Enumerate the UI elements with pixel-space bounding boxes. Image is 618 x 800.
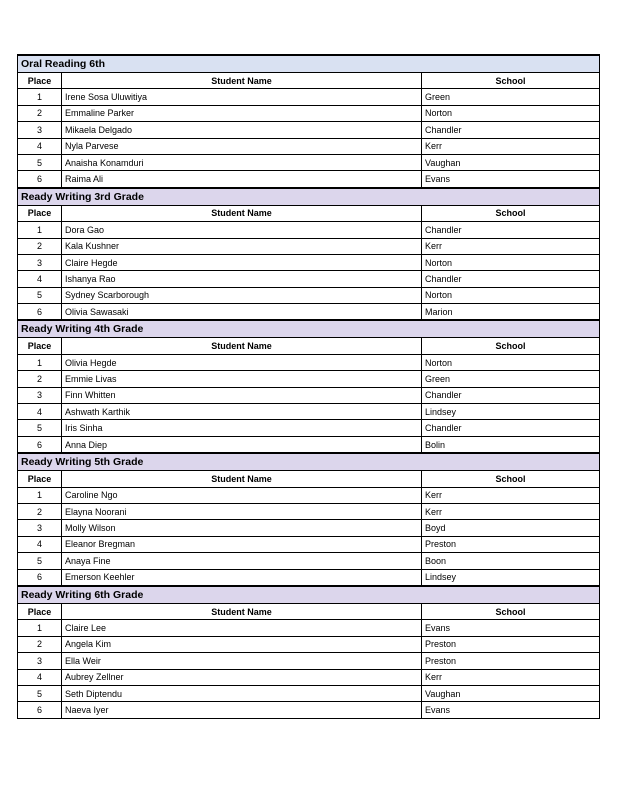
place-cell: 6 [18, 436, 62, 453]
column-header-row [18, 471, 600, 487]
place-cell: 3 [18, 653, 62, 669]
place-cell: 5 [18, 287, 62, 303]
school-cell: Chandler [422, 420, 600, 436]
place-cell: 6 [18, 702, 62, 718]
school-cell: Green [422, 89, 600, 105]
school-cell: Chandler [422, 271, 600, 287]
section-title: Ready Writing 3rd Grade [18, 188, 600, 206]
place-cell: 1 [18, 620, 62, 636]
student-name-cell: Emmie Livas [62, 371, 422, 387]
place-cell: 4 [18, 271, 62, 287]
place-cell: 2 [18, 636, 62, 652]
student-name-cell: Dora Gao [62, 222, 422, 238]
table-row [18, 304, 600, 321]
student-name-cell: Angela Kim [62, 636, 422, 652]
table-row [18, 436, 600, 453]
section-title-row [18, 453, 600, 471]
student-name-cell: Elayna Noorani [62, 503, 422, 519]
school-cell: Evans [422, 620, 600, 636]
school-cell: Preston [422, 653, 600, 669]
school-cell: Evans [422, 171, 600, 188]
place-cell: 4 [18, 669, 62, 685]
place-cell: 3 [18, 387, 62, 403]
section-title-row [18, 188, 600, 206]
school-cell: Kerr [422, 138, 600, 154]
school-column-header: School [422, 73, 600, 89]
column-header-row [18, 205, 600, 221]
section-title: Oral Reading 6th [18, 55, 600, 73]
place-cell: 6 [18, 304, 62, 321]
table-row [18, 271, 600, 287]
table-row [18, 536, 600, 552]
results-table-body [18, 55, 600, 718]
place-cell: 1 [18, 354, 62, 370]
section-title: Ready Writing 6th Grade [18, 586, 600, 604]
table-row [18, 89, 600, 105]
school-cell: Vaughan [422, 154, 600, 170]
school-cell: Boon [422, 553, 600, 569]
school-column-header: School [422, 338, 600, 354]
student-name-cell: Finn Whitten [62, 387, 422, 403]
column-header-row [18, 338, 600, 354]
table-row [18, 569, 600, 586]
table-row [18, 122, 600, 138]
school-cell: Bolin [422, 436, 600, 453]
table-row [18, 487, 600, 503]
student-name-cell: Olivia Sawasaki [62, 304, 422, 321]
student-name-cell: Olivia Hegde [62, 354, 422, 370]
place-cell: 5 [18, 685, 62, 701]
table-row [18, 636, 600, 652]
table-row [18, 254, 600, 270]
student-name-cell: Claire Hegde [62, 254, 422, 270]
place-cell: 6 [18, 171, 62, 188]
table-row [18, 287, 600, 303]
school-column-header: School [422, 603, 600, 619]
place-column-header: Place [18, 205, 62, 221]
school-cell: Green [422, 371, 600, 387]
table-row [18, 669, 600, 685]
place-column-header: Place [18, 603, 62, 619]
place-cell: 2 [18, 503, 62, 519]
student-name-column-header: Student Name [62, 73, 422, 89]
school-cell: Kerr [422, 669, 600, 685]
school-cell: Norton [422, 105, 600, 121]
school-cell: Kerr [422, 487, 600, 503]
table-row [18, 553, 600, 569]
school-cell: Lindsey [422, 569, 600, 586]
student-name-cell: Mikaela Delgado [62, 122, 422, 138]
table-row [18, 171, 600, 188]
table-row [18, 503, 600, 519]
school-cell: Boyd [422, 520, 600, 536]
table-row [18, 420, 600, 436]
school-cell: Preston [422, 536, 600, 552]
table-row [18, 387, 600, 403]
student-name-cell: Anaisha Konamduri [62, 154, 422, 170]
column-header-row [18, 73, 600, 89]
place-cell: 3 [18, 520, 62, 536]
table-row [18, 105, 600, 121]
student-name-cell: Aubrey Zellner [62, 669, 422, 685]
table-row [18, 702, 600, 718]
place-cell: 6 [18, 569, 62, 586]
school-cell: Norton [422, 254, 600, 270]
school-cell: Chandler [422, 222, 600, 238]
place-cell: 4 [18, 404, 62, 420]
student-name-cell: Raima Ali [62, 171, 422, 188]
table-row [18, 620, 600, 636]
section-title-row [18, 586, 600, 604]
table-row [18, 154, 600, 170]
student-name-cell: Seth Diptendu [62, 685, 422, 701]
school-cell: Evans [422, 702, 600, 718]
place-cell: 5 [18, 420, 62, 436]
student-name-column-header: Student Name [62, 205, 422, 221]
table-row [18, 354, 600, 370]
section-title-row [18, 320, 600, 338]
student-name-cell: Molly Wilson [62, 520, 422, 536]
school-cell: Vaughan [422, 685, 600, 701]
school-cell: Kerr [422, 238, 600, 254]
school-cell: Marion [422, 304, 600, 321]
student-name-cell: Anna Diep [62, 436, 422, 453]
student-name-cell: Iris Sinha [62, 420, 422, 436]
school-cell: Lindsey [422, 404, 600, 420]
school-cell: Chandler [422, 122, 600, 138]
section-title-row [18, 55, 600, 73]
school-cell: Norton [422, 354, 600, 370]
table-row [18, 685, 600, 701]
student-name-column-header: Student Name [62, 471, 422, 487]
table-row [18, 520, 600, 536]
table-row [18, 222, 600, 238]
student-name-cell: Naeva Iyer [62, 702, 422, 718]
place-cell: 2 [18, 371, 62, 387]
student-name-cell: Anaya Fine [62, 553, 422, 569]
student-name-cell: Ishanya Rao [62, 271, 422, 287]
place-cell: 4 [18, 536, 62, 552]
student-name-cell: Emerson Keehler [62, 569, 422, 586]
column-header-row [18, 603, 600, 619]
student-name-cell: Irene Sosa Uluwitiya [62, 89, 422, 105]
place-cell: 1 [18, 89, 62, 105]
student-name-cell: Claire Lee [62, 620, 422, 636]
school-cell: Kerr [422, 503, 600, 519]
student-name-column-header: Student Name [62, 603, 422, 619]
school-cell: Preston [422, 636, 600, 652]
results-table [17, 54, 600, 719]
table-row [18, 404, 600, 420]
student-name-cell: Ashwath Karthik [62, 404, 422, 420]
school-cell: Norton [422, 287, 600, 303]
student-name-cell: Emmaline Parker [62, 105, 422, 121]
school-column-header: School [422, 471, 600, 487]
section-title: Ready Writing 4th Grade [18, 320, 600, 338]
place-cell: 3 [18, 122, 62, 138]
student-name-cell: Kala Kushner [62, 238, 422, 254]
place-column-header: Place [18, 338, 62, 354]
table-row [18, 238, 600, 254]
student-name-cell: Nyla Parvese [62, 138, 422, 154]
place-cell: 2 [18, 238, 62, 254]
school-column-header: School [422, 205, 600, 221]
student-name-cell: Caroline Ngo [62, 487, 422, 503]
student-name-cell: Sydney Scarborough [62, 287, 422, 303]
student-name-cell: Eleanor Bregman [62, 536, 422, 552]
student-name-column-header: Student Name [62, 338, 422, 354]
place-cell: 5 [18, 553, 62, 569]
place-cell: 3 [18, 254, 62, 270]
student-name-cell: Ella Weir [62, 653, 422, 669]
section-title: Ready Writing 5th Grade [18, 453, 600, 471]
place-cell: 5 [18, 154, 62, 170]
table-row [18, 138, 600, 154]
place-cell: 2 [18, 105, 62, 121]
table-row [18, 653, 600, 669]
table-row [18, 371, 600, 387]
place-cell: 1 [18, 222, 62, 238]
place-column-header: Place [18, 471, 62, 487]
place-cell: 4 [18, 138, 62, 154]
school-cell: Chandler [422, 387, 600, 403]
place-cell: 1 [18, 487, 62, 503]
place-column-header: Place [18, 73, 62, 89]
